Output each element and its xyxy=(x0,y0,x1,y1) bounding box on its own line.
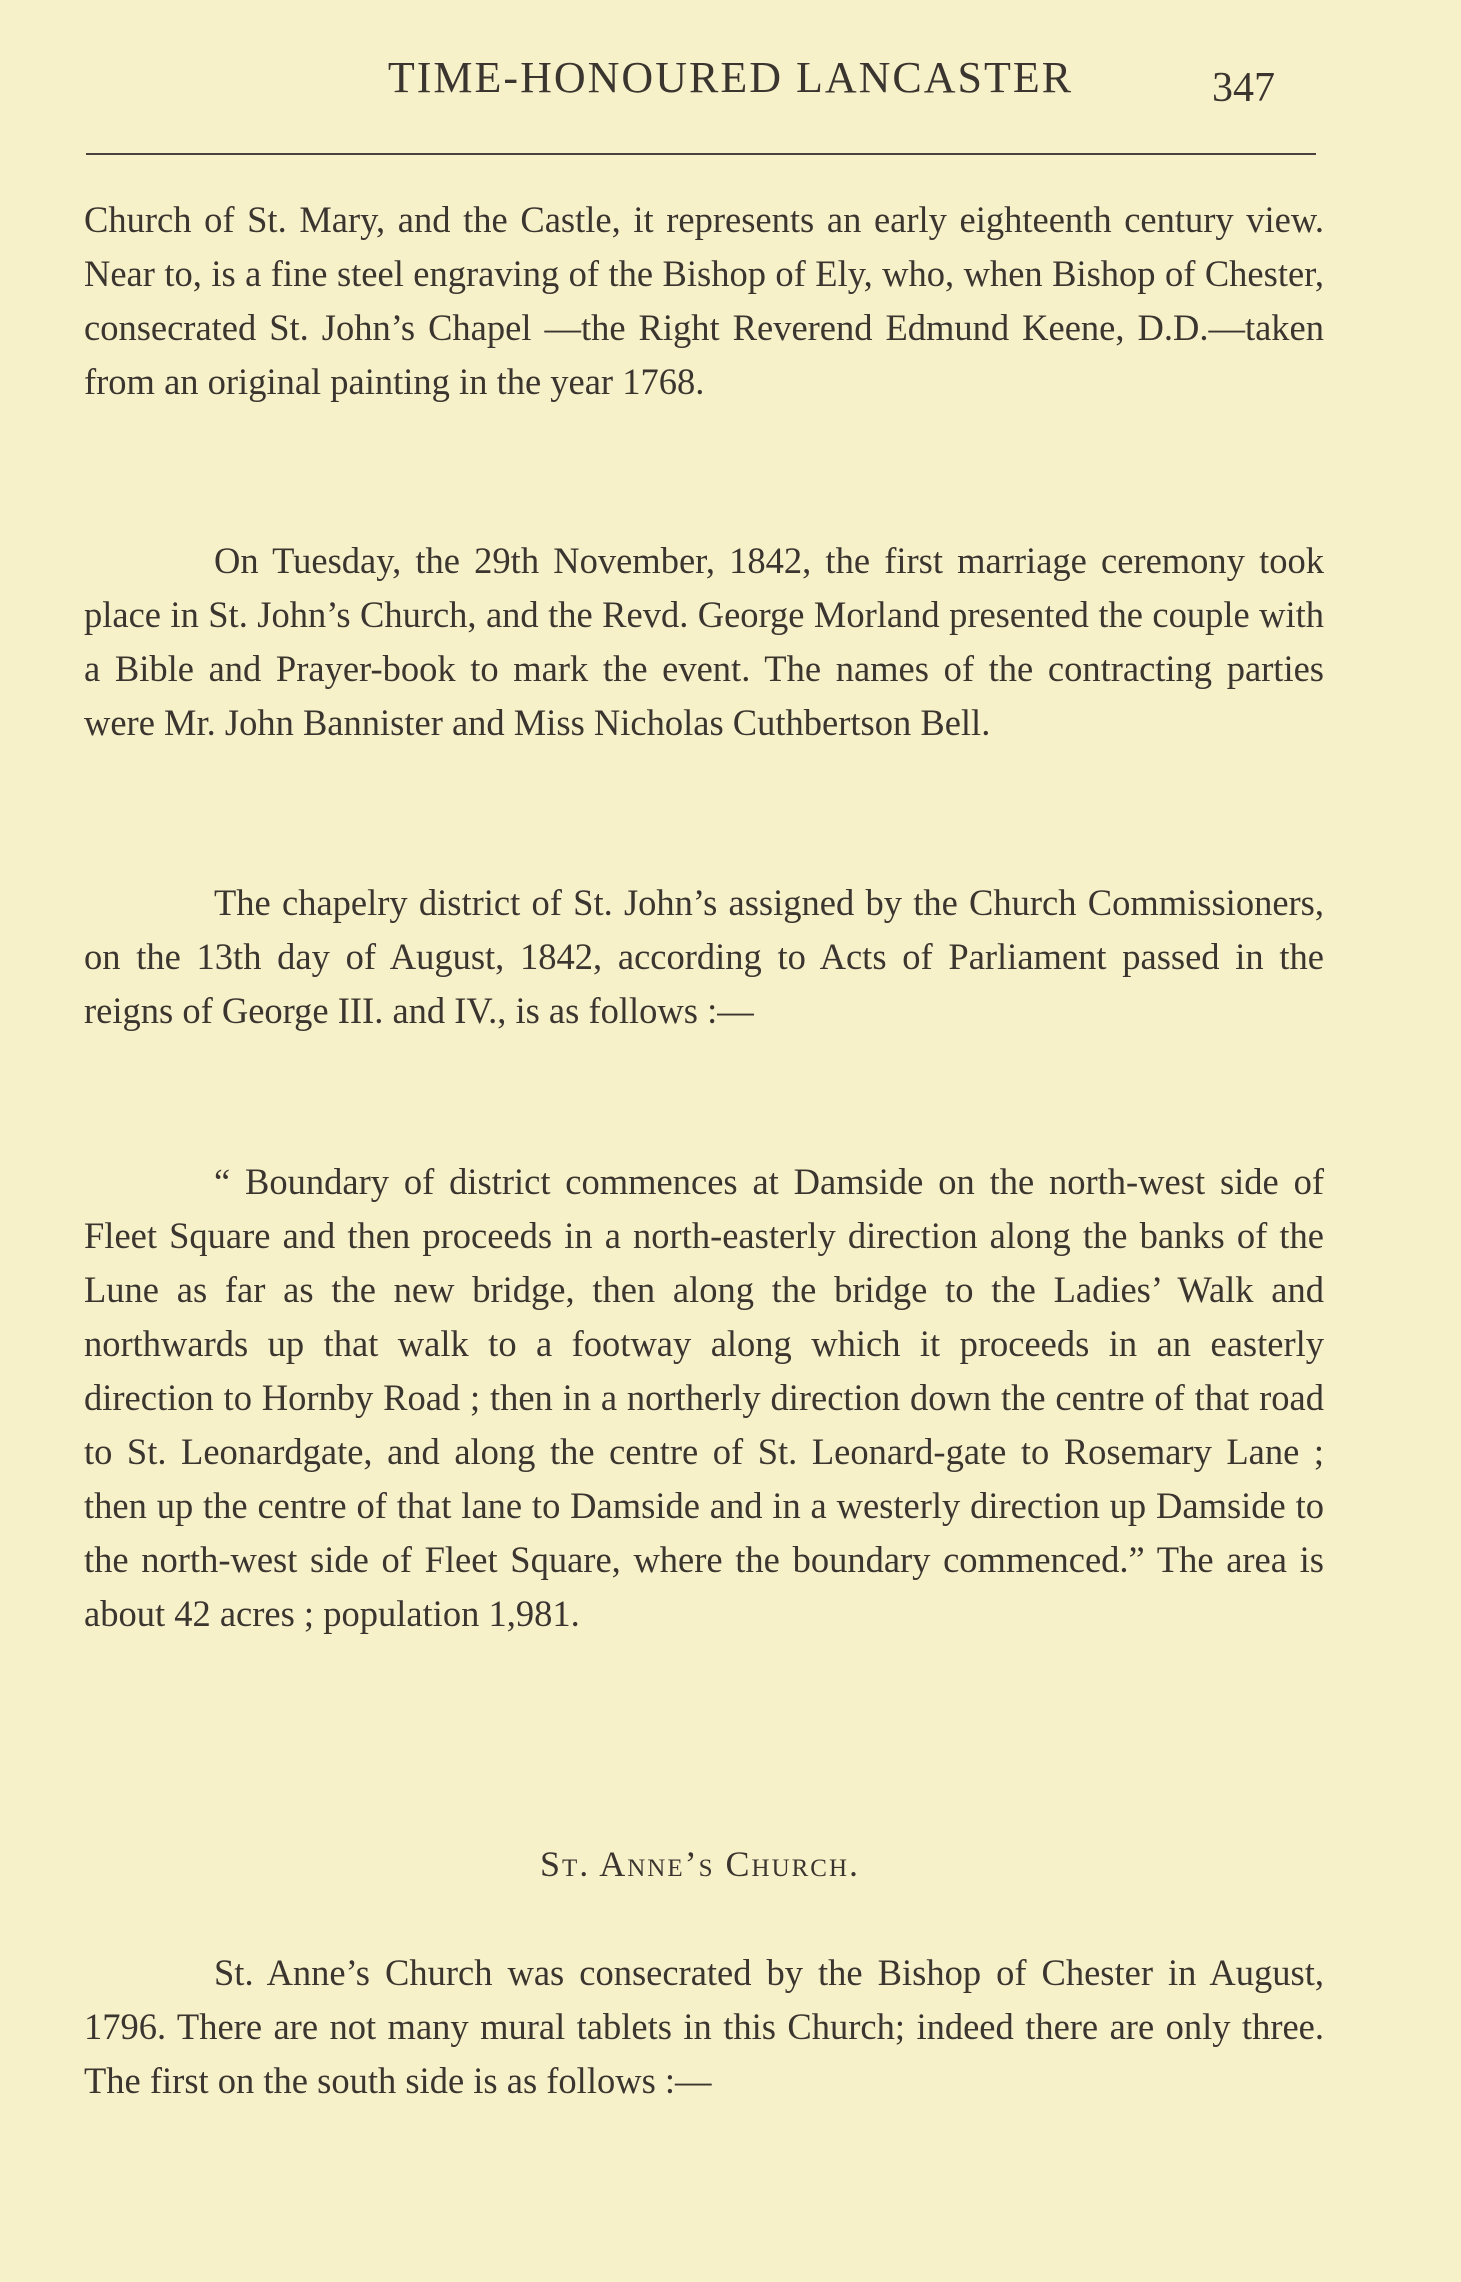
header-rule xyxy=(86,153,1316,155)
paragraph-chapelry-district: The chapelry district of St. John’s assigned by the Church Commissioners, on the 13th day of August, 1842, according to Acts of Parliament passed in the reigns of George III. and IV., is as follows :— xyxy=(84,882,1324,1031)
paragraph-boundary-quote: “ Boundary of district commences at Damside on the north-west side of Fleet Square and then proceeds in a north-easterly direction along the banks of the Lune as far as the new bridge, then along the bridge to the Ladies’ Walk and northwards up that walk to a footway along which it proceeds in an easterly direction to Hornby Road ; then in a northerly direction down the centre of that road to St. Leonardgate, and along the centre of St. Leonard-gate to Rosemary Lane ; then up the centre of that lane to Damside and in a westerly direction up Damside to the north-west side of Fleet Square, where the boundary commenced.” The area is about 42 acres ; population 1,981. xyxy=(84,1161,1324,1634)
paragraph-first-marriage: On Tuesday, the 29th November, 1842, the first marriage ceremony took place in St. John’s Church, and the Revd. George Morland presented the couple with a Bible and Prayer-book to mark the event. The names of the contracting parties were Mr. John Bannister and Miss Nicholas Cuthbertson Bell. xyxy=(84,540,1324,743)
paragraph-engraving: Church of St. Mary, and the Castle, it represents an early eighteenth century view. Near to, is a fine steel engraving of the Bishop of Ely, who, when Bishop of Chester, consecrated St. John’s Chapel —the Right Reverend Edmund Keene, D.D.—taken from an original painting in the year 1768. xyxy=(84,199,1324,402)
page-number: 347 xyxy=(1212,65,1275,111)
paragraph-st-annes: St. Anne’s Church was consecrated by the Bishop of Chester in August, 1796. There are not many mural tablets in this Church; indeed there are only three. The first on the south side is as follows :— xyxy=(84,1952,1324,2101)
running-header-title: TIME-HONOURED LANCASTER xyxy=(387,53,1074,102)
section-heading-st-annes: St. Anne’s Church. xyxy=(539,1844,861,1884)
